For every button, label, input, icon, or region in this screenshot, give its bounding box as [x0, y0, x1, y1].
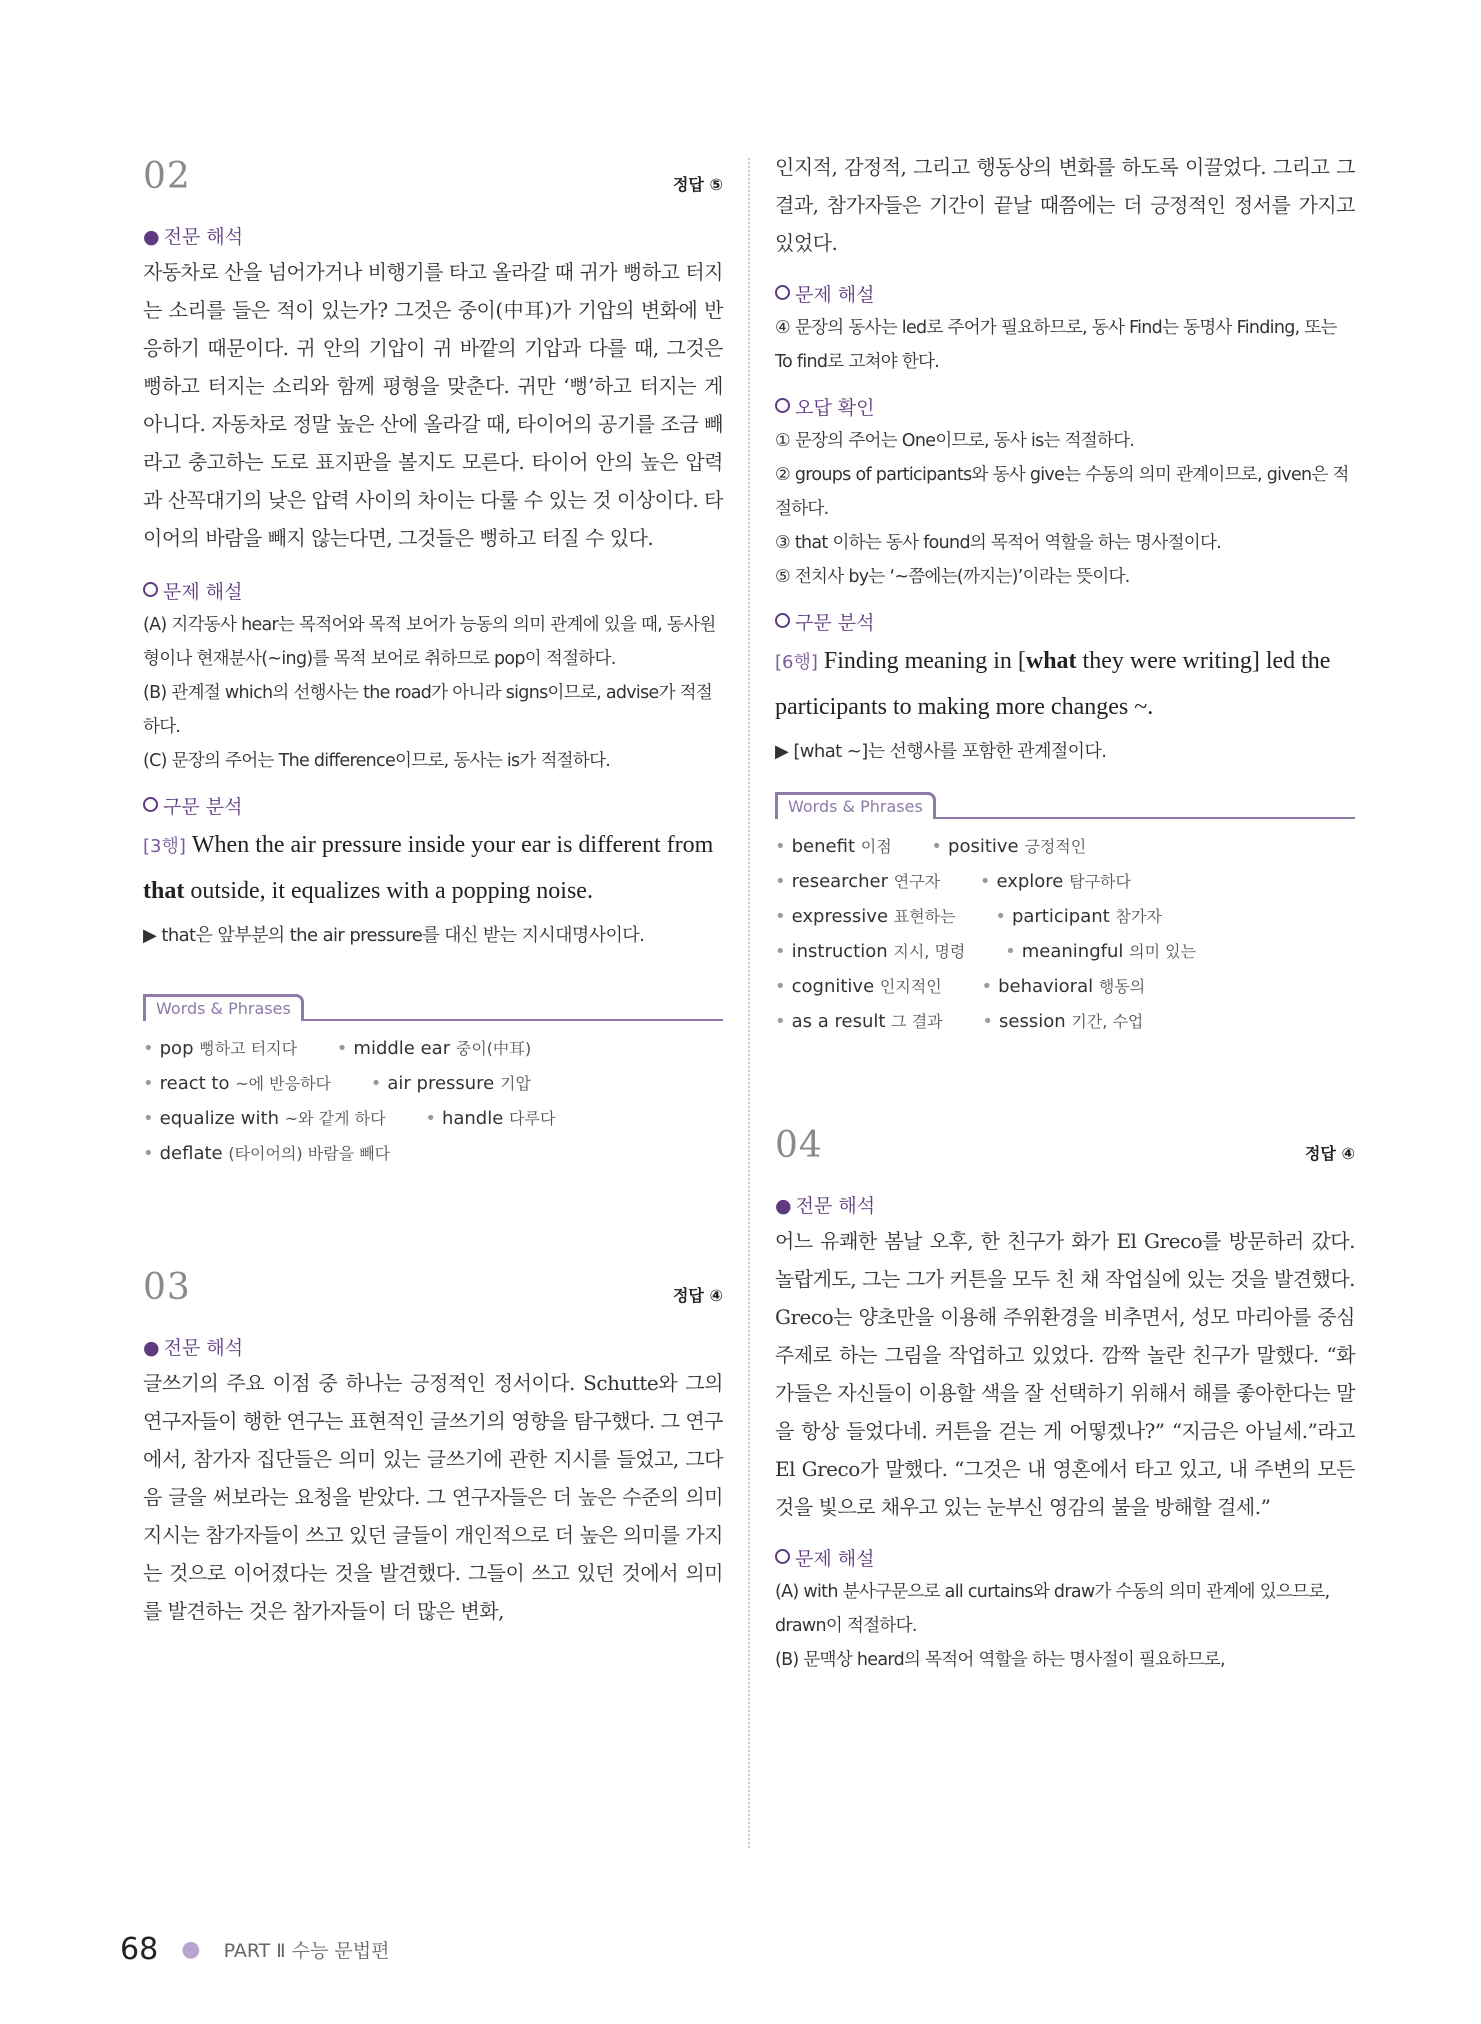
bullet-icon: ●: [775, 1195, 792, 1217]
q02-wp-list: [143, 1031, 723, 1171]
q02-number: 02: [143, 156, 191, 197]
q03-wrong-5: ⑤ 전치사 by는 ‘~쯤에는(까지는)’이라는 뜻이다.: [775, 567, 1130, 587]
q02-explain-a: (A) 지각동사 hear는 목적어와 목적 보어가 능동의 의미 관계에 있을 때, 동사원형이나 현재분사(~ing)를 목적 보어로 취하므로 pop이 적절하다.: [143, 615, 716, 669]
q04-explain-heading: 문제 해설: [775, 1544, 1355, 1571]
q02-explain-c: (C) 문장의 주어는 The difference이므로, 동사는 is가 적절하다.: [143, 751, 611, 771]
circle-icon: [775, 613, 790, 628]
q02-syntax-note: ▶ that은 앞부분의 the air pressure를 대신 받는 지시대명사이다.: [143, 925, 645, 946]
q03-translation: 글쓰기의 주요 이점 중 하나는 긍정적인 정서이다. Schutte와 그의 연구자들이 행한 연구는 표현적인 글쓰기의 영향을 탐구했다. 그 연구에서, 참가자 집단들은 의미 있는 글쓰기에 관한 지시를 들었고, 그다음 글을 써보라는 요청을 받았다. 그 연구자들은 더 높은 수준의 의미 지시는 참가자들이 쓰고 있던 글들이 개인적으로 더 높은 의미를 가지는 것으로 이어졌다는 것을 발견했다. 그들이 쓰고 있던 것에서 의미를 발견하는 것은 참가자들이 더 많은 변화,: [143, 1371, 723, 1623]
q02-syntax-heading: 구문 분석: [143, 792, 723, 819]
wp-row: • as a result 그 결과 • session 기간, 수업: [775, 1004, 1355, 1039]
q03-syntax-heading: 구문 분석: [775, 608, 1355, 635]
wp-row: • cognitive 인지적인 • behavioral 행동의: [775, 969, 1355, 1004]
q03-translation-continued: 인지적, 감정적, 그리고 행동상의 변화를 하도록 이끌었다. 그리고 그 결과, 참가자들은 기간이 끝날 때쯤에는 더 긍정적인 정서를 가지고 있었다.: [775, 155, 1355, 255]
circle-icon: [775, 398, 790, 413]
wp-row: • pop 뻥하고 터지다 • middle ear 중이(中耳): [143, 1031, 723, 1066]
q04-number: 04: [775, 1125, 823, 1166]
q02-answer: 정답 ⑤: [672, 175, 723, 194]
q02-syntax-sentence: [3행] When the air pressure inside your ear is different from that outside, it equalizes with a popping noise.: [143, 832, 714, 904]
q03-header: [143, 1261, 723, 1321]
q02-explain-heading: 문제 해설: [143, 577, 723, 604]
q03-wrong-2: ② groups of participants와 동사 give는 수동의 의미 관계이므로, given은 적절하다.: [775, 465, 1349, 519]
q04-header: [775, 1119, 1355, 1179]
q04-answer: 정답 ④: [1304, 1144, 1355, 1163]
q03-wrong-3: ③ that 이하는 동사 found의 목적어 역할을 하는 명사절이다.: [775, 533, 1222, 553]
q03-number: 03: [143, 1267, 191, 1308]
q02-translation: 자동차로 산을 넘어가거나 비행기를 타고 올라갈 때 귀가 뻥하고 터지는 소리를 들은 적이 있는가? 그것은 중이(中耳)가 기압의 변화에 반응하기 때문이다. 귀 안의 기압이 귀 바깥의 기압과 다를 때, 그것은 뻥하고 터지는 소리와 함께 평형을 맞춘다. 귀만 ‘뻥’하고 터지는 게 아니다. 자동차로 정말 높은 산에 올라갈 때, 타이어의 공기를 조금 빼라고 충고하는 도로 표지판을 볼지도 모른다. 타이어 안의 높은 압력과 산꼭대기의 낮은 압력 사이의 차이는 다룰 수 있는 것 이상이다. 타이어의 바람을 빼지 않는다면, 그것들은 뻥하고 터질 수 있다.: [143, 260, 723, 550]
q04-explain-a: (A) with 분사구문으로 all curtains와 draw가 수동의 의미 관계에 있으므로, drawn이 적절하다.: [775, 1582, 1330, 1636]
q04-translation: 어느 유쾌한 봄날 오후, 한 친구가 화가 El Greco를 방문하러 갔다. 놀랍게도, 그는 그가 커튼을 모두 친 채 작업실에 있는 것을 발견했다. Greco는 양초만을 이용해 주위환경을 비추면서, 성모 마리아를 중심 주제로 하는 그림을 작업하고 있었다. 깜짝 놀란 친구가 말했다. “화가들은 자신들이 이용할 색을 잘 선택하기 위해서 해를 좋아한다는 말을 항상 들었다네. 커튼을 걷는 게 어떻겠나?” “지금은 아닐세.”라고 El Greco가 말했다. “그것은 내 영혼에서 타고 있고, 내 주변의 모든 것을 빛으로 채우고 있는 눈부신 영감의 불을 방해할 걸세.”: [775, 1229, 1355, 1519]
q03-wrong-heading: 오답 확인: [775, 393, 1355, 420]
circle-icon: [143, 797, 158, 812]
q03-syntax-sentence: [6행] Finding meaning in [what they were writing] led the participants to making more changes ~.: [775, 648, 1331, 720]
q03-explain-heading: 문제 해설: [775, 280, 1355, 307]
circle-icon: [775, 1549, 790, 1564]
separator-dot-icon: ●: [181, 1937, 201, 1962]
wp-row: • equalize with ~와 같게 하다 • handle 다루다: [143, 1101, 723, 1136]
wp-row: • researcher 연구자 • explore 탐구하다: [775, 864, 1355, 899]
q03-wp-list: [775, 829, 1355, 1039]
q02-wp-title: Words & Phrases: [143, 994, 304, 1021]
wp-row: • deflate (타이어의) 바람을 빼다: [143, 1136, 723, 1171]
page-footer: [120, 1932, 389, 1967]
q03-words-phrases: [775, 791, 1355, 1039]
wp-row: • react to ~에 반응하다 • air pressure 기압: [143, 1066, 723, 1101]
right-column: [775, 148, 1355, 1677]
q04-translation-heading: ● 전문 해석: [775, 1195, 876, 1217]
left-column: [143, 150, 723, 1630]
q04-explain-b: (B) 문맥상 heard의 목적어 역할을 하는 명사절이 필요하므로,: [775, 1650, 1225, 1670]
wp-row: • instruction 지시, 명령 • meaningful 의미 있는: [775, 934, 1355, 969]
q03-answer: 정답 ④: [672, 1286, 723, 1305]
q02-header: [143, 150, 723, 210]
q03-explain: ④ 문장의 동사는 led로 주어가 필요하므로, 동사 Find는 동명사 Finding, 또는 To find로 고쳐야 한다.: [775, 318, 1337, 372]
wp-row: • expressive 표현하는 • participant 참가자: [775, 899, 1355, 934]
part-title: PART Ⅱ 수능 문법편: [223, 1940, 390, 1962]
q03-translation-heading: ● 전문 해석: [143, 1337, 244, 1359]
q03-wp-title: Words & Phrases: [775, 792, 936, 819]
bullet-icon: ●: [143, 1337, 160, 1359]
q02-explain-b: (B) 관계절 which의 선행사는 the road가 아니라 signs이므로, advise가 적절하다.: [143, 683, 713, 737]
q02-words-phrases: [143, 993, 723, 1171]
wp-row: • benefit 이점 • positive 긍정적인: [775, 829, 1355, 864]
column-divider: [748, 158, 750, 1848]
q02-translation-heading: ● 전문 해석: [143, 226, 244, 248]
circle-icon: [775, 285, 790, 300]
bullet-icon: ●: [143, 226, 160, 248]
circle-icon: [143, 582, 158, 597]
q03-syntax-note: ▶ [what ~]는 선행사를 포함한 관계절이다.: [775, 741, 1107, 762]
q03-wrong-1: ① 문장의 주어는 One이므로, 동사 is는 적절하다.: [775, 431, 1135, 451]
page-number: 68: [120, 1932, 159, 1967]
